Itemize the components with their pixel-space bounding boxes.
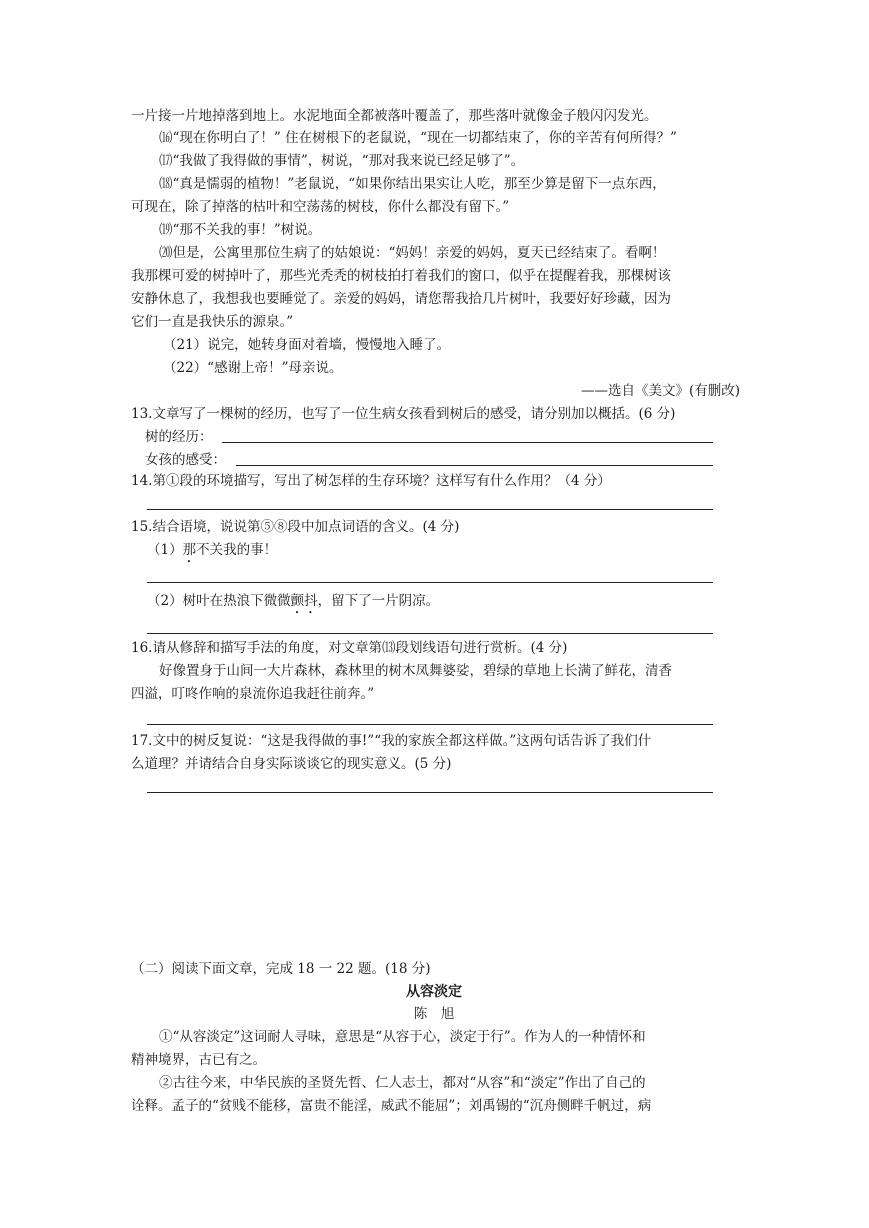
question-13: 13.文章写了一棵树的经历，也写了一位生病女孩看到树后的感受，请分别加以概括。(6 分) — [131, 406, 676, 422]
article-author: 陈 旭 — [413, 1006, 455, 1022]
answer-line-13-girl[interactable] — [236, 465, 713, 466]
story-paragraph-15-tail: 一片接一片地掉落到地上。水泥地面全都被落叶覆盖了，那些落叶就像金子般闪闪发光。 — [131, 108, 658, 124]
question-15-item-2-prefix: （2）树叶在热浪下微微 — [147, 593, 291, 609]
article-paragraph-1-line-2: 精神境界，古已有之。 — [131, 1052, 266, 1068]
question-15-item-2 — [147, 590, 439, 617]
article-paragraph-2-line-1: ②古往今来，中华民族的圣贤先哲、仁人志士，都对“从容”和“淡定”作出了自己的 — [159, 1075, 646, 1091]
emphasized-word-1: 那 — [182, 542, 197, 558]
question-14: 14.第①段的环境描写，写出了树怎样的生存环境？这样写有什么作用？（4 分） — [131, 473, 611, 489]
story-paragraph-18-line-1: ⒅“真是懦弱的植物！”老鼠说，“如果你结出果实让人吃，那至少算是留下一点东西， — [159, 176, 666, 192]
article-title: 从容淡定 — [406, 984, 462, 1000]
story-source: ——选自《美文》(有删改) — [580, 383, 740, 399]
story-paragraph-20-line-4: 它们一直是我快乐的源泉。” — [131, 314, 294, 330]
question-16: 16.请从修辞和描写手法的角度，对文章第⒀段划线语句进行赏析。(4 分) — [131, 640, 568, 656]
question-15-item-1-suffix: 不关我的事！ — [196, 542, 278, 558]
answer-line-15-2[interactable] — [147, 633, 713, 634]
question-16-quote-line-2: 四溢，叮咚作响的泉流你追我赶往前奔。” — [131, 686, 375, 702]
story-paragraph-17: ⒄“我做了我得做的事情”，树说，“那对我来说已经足够了”。 — [159, 153, 525, 169]
question-15-item-1 — [147, 539, 277, 566]
question-17-line-1: 17.文中的树反复说：“这是我得做的事!”“我的家族全都这样做。”这两句话告诉了我们什 — [131, 733, 652, 749]
question-17-line-2: 么道理？并请结合自身实际谈谈它的现实意义。(5 分) — [131, 756, 452, 772]
story-paragraph-21: （21）说完，她转身面对着墙，慢慢地入睡了。 — [163, 337, 451, 353]
answer-line-16[interactable] — [147, 724, 713, 725]
question-13-label-tree: 树的经历： — [145, 429, 213, 445]
emphasized-word-2: 颤抖 — [290, 593, 318, 609]
question-15: 15.结合语境，说说第⑤⑧段中加点词语的含义。(4 分) — [131, 519, 460, 535]
story-paragraph-20-line-2: 我那棵可爱的树掉叶了，那些光秃秃的树枝拍打着我们的窗口，似乎在提醒着我，那棵树该 — [131, 268, 671, 284]
story-paragraph-22: （22）“感谢上帝！”母亲说。 — [163, 360, 343, 376]
story-paragraph-20-line-3: 安静休息了，我想我也要睡觉了。亲爱的妈妈，请您帮我拾几片树叶，我要好好珍藏，因为 — [131, 291, 671, 307]
answer-line-13-tree[interactable] — [222, 442, 713, 443]
story-paragraph-20-line-1: ⒇但是，公寓里那位生病了的姑娘说：“妈妈！亲爱的妈妈，夏天已经结束了。看啊！ — [159, 245, 666, 261]
answer-line-17[interactable] — [147, 792, 713, 793]
answer-line-15-1[interactable] — [147, 582, 713, 583]
article-paragraph-2-line-2: 诠释。孟子的“贫贱不能移，富贵不能淫，威武不能屈”；刘禹锡的“沉舟侧畔千帆过，病 — [131, 1098, 652, 1114]
article-paragraph-1-line-1: ①“从容淡定”这词耐人寻味，意思是“从容于心，淡定于行”。作为人的一种情怀和 — [159, 1029, 646, 1045]
question-16-quote-line-1: 好像置身于山间一大片森林，森林里的树木凤舞婆娑，碧绿的草地上长满了鲜花，清香 — [159, 663, 672, 679]
story-paragraph-19: ⒆“那不关我的事！”树说。 — [159, 222, 322, 238]
question-15-item-2-suffix: ，留下了一片阴凉。 — [317, 593, 440, 609]
question-15-item-1-prefix: （1） — [147, 542, 183, 558]
answer-line-14[interactable] — [147, 509, 713, 510]
story-paragraph-18-line-2: 可现在，除了掉落的枯叶和空荡荡的树枝，你什么都没有留下。” — [131, 199, 510, 215]
section-2-intro: （二）阅读下面文章，完成 18 一 22 题。(18 分) — [131, 961, 431, 977]
question-13-label-girl: 女孩的感受： — [145, 452, 226, 468]
story-paragraph-16: ⒃“现在你明白了！” 住在树根下的老鼠说，“现在一切都结束了，你的辛苦有何所得？” — [159, 130, 677, 146]
